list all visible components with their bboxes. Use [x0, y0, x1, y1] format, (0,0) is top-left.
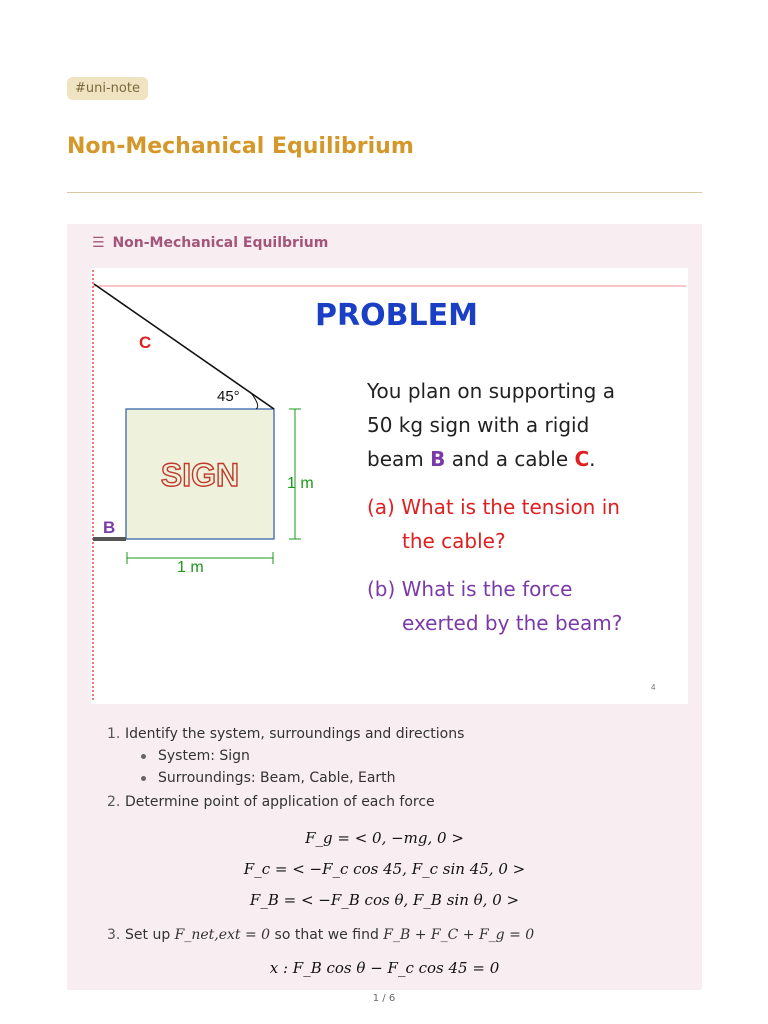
equation-fc: F_c = < −F_c cos 45, F_c sin 45, 0 > [243, 860, 526, 878]
step-1: 1. Identify the system, surroundings and directions [107, 726, 465, 742]
equation-fg: F_g = < 0, −mg, 0 > [305, 829, 464, 847]
beam-ref: B [430, 447, 446, 471]
sign-label: SIGN [160, 457, 240, 493]
callout-title-text: Non-Mechanical Equilbrium [112, 235, 329, 251]
cable-ref: C [574, 447, 590, 471]
question-a: (a) What is the tension in the cable? [367, 495, 620, 553]
step-2: 2. Determine point of application of each force [107, 794, 435, 810]
slide-heading: PROBLEM [315, 298, 478, 333]
dim-vertical-label: 1 m [287, 475, 314, 492]
cable-line [94, 284, 274, 409]
problem-slide [91, 268, 688, 704]
intro-line-2: 50 kg sign with a rigid [367, 413, 590, 437]
step3-rhs: F_B + F_C + F_g = 0 [383, 927, 535, 943]
label-b: B [103, 518, 116, 537]
bullet-surroundings: Surroundings: Beam, Cable, Earth [107, 770, 687, 786]
question-b: (b) What is the force exerted by the beam? [367, 577, 623, 635]
bullet-system: System: Sign [107, 748, 687, 764]
page-indicator: 1 / 6 [372, 993, 396, 1004]
list-icon: ☰ [92, 235, 105, 251]
angle-label: 45° [217, 388, 240, 405]
callout-box [67, 224, 702, 990]
step-3: 3. Set up F_net,ext = 0 so that we find F_B + F_C + F_g = 0 [107, 927, 535, 943]
problem-statement [367, 374, 615, 476]
steps-list [107, 726, 687, 810]
intro-line-1: You plan on supporting a [367, 379, 615, 403]
intro-line-3: beam B and a cable C. [367, 447, 596, 471]
label-c: C [139, 333, 152, 352]
tag-badge[interactable]: #uni-note [67, 77, 148, 100]
equation-fb: F_B = < −F_B cos θ, F_B sin θ, 0 > [249, 891, 520, 909]
divider [67, 192, 702, 193]
slide-number: 4 [651, 683, 656, 692]
callout-title[interactable] [92, 235, 328, 251]
equation-x: x : F_B cos θ − F_c cos 45 = 0 [269, 959, 500, 977]
page-title: Non-Mechanical Equilibrium [67, 134, 414, 159]
dim-horizontal-label: 1 m [177, 559, 204, 576]
step3-lhs: F_net,ext = 0 [174, 927, 271, 943]
